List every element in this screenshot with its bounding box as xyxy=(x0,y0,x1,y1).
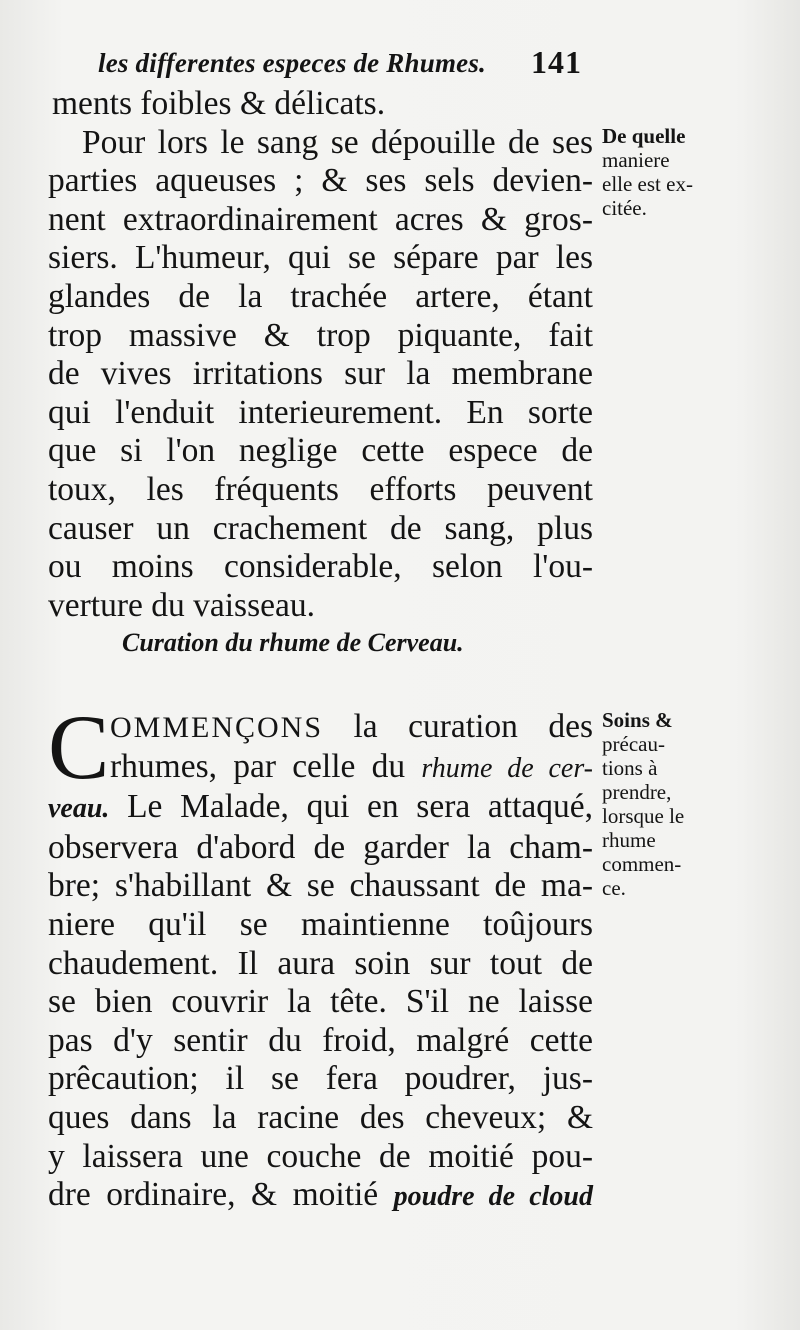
text-fragment: dre ordinaire, & moitié xyxy=(48,1176,379,1214)
text-line: parties aqueuses ; & ses sels devien- xyxy=(48,162,593,200)
text-line: niere qu'il se maintienne toûjours xyxy=(48,905,593,943)
margin-note-line: Soins & xyxy=(602,708,673,732)
italic-fragment: veau. xyxy=(48,793,110,825)
text-line: ments foibles & délicats. xyxy=(52,85,386,122)
paragraph-1 xyxy=(48,85,593,625)
page-number: 141 xyxy=(531,44,582,80)
italic-fragment: rhume de cer- xyxy=(421,752,593,784)
paragraph-2 xyxy=(48,696,594,1217)
running-head xyxy=(90,40,590,84)
margin-note-line: commen- xyxy=(602,852,682,876)
text-line xyxy=(48,788,593,829)
text-line: que si l'on neglige cette espece de xyxy=(48,432,593,470)
margin-note-line: elle est ex- xyxy=(602,172,693,196)
margin-note-line: tions à xyxy=(602,756,658,780)
running-title: les differentes especes de Rhumes. xyxy=(98,48,486,78)
text-fragment: la curation des xyxy=(353,708,594,745)
margin-note-line: maniere xyxy=(602,148,670,172)
section-heading-text: Curation du rhume de Cerveau. xyxy=(122,628,464,657)
margin-note-line: lorsque le xyxy=(602,804,685,828)
text-fragment: Le Malade, qui en sera attaqué, xyxy=(127,788,593,826)
text-line: siers. L'humeur, qui se sépare par les xyxy=(48,239,593,277)
margin-note-line: prendre, xyxy=(602,780,672,804)
text-line xyxy=(48,1176,593,1217)
text-line: pas d'y sentir du froid, malgré cette xyxy=(48,1021,593,1059)
text-line: chaudement. Il aura soin sur tout de xyxy=(48,944,593,982)
text-line: verture du vaisseau. xyxy=(48,586,315,624)
text-line: glandes de la trachée artere, étant xyxy=(48,277,593,315)
text-line: observera d'abord de garder la cham- xyxy=(48,828,593,866)
margin-note-line: citée. xyxy=(602,196,647,220)
text-line: bre; s'habillant & se chaussant de ma- xyxy=(48,867,593,905)
margin-note-line: précau- xyxy=(602,732,665,756)
section-heading xyxy=(60,628,580,658)
text-line: ou moins considerable, selon l'ou- xyxy=(48,548,593,586)
italic-fragment: poudre de cloud xyxy=(393,1181,593,1213)
text-line: de vives irritations sur la membrane xyxy=(48,355,593,393)
text-line xyxy=(48,748,593,789)
drop-cap: C xyxy=(48,696,110,798)
text-line: nent extraordinairement acres & gros- xyxy=(48,200,593,238)
text-line: y laissera une couche de moitié pou- xyxy=(48,1137,593,1175)
text-line: toux, les fréquents efforts peuvent xyxy=(48,470,593,508)
smallcaps-opening: OMMENÇONS xyxy=(110,711,324,744)
margin-note-2 xyxy=(602,708,792,900)
text-line: qui l'enduit interieurement. En sorte xyxy=(48,393,593,431)
margin-note-line: De quelle xyxy=(602,124,686,148)
margin-note-line: ce. xyxy=(602,876,626,900)
text-line: Pour lors le sang se dépouille de ses xyxy=(82,123,593,161)
margin-note-line: rhume xyxy=(602,828,656,852)
text-line: trop massive & trop piquante, fait xyxy=(48,316,593,354)
text-line: causer un crachement de sang, plus xyxy=(48,509,593,547)
margin-note-1 xyxy=(602,124,792,220)
text-line: ques dans la racine des cheveux; & xyxy=(48,1098,593,1136)
text-fragment: rhumes, par celle du xyxy=(110,747,406,785)
text-line: prêcaution; il se fera poudrer, jus- xyxy=(48,1060,593,1098)
text-line: se bien couvrir la tête. S'il ne laisse xyxy=(48,983,593,1021)
